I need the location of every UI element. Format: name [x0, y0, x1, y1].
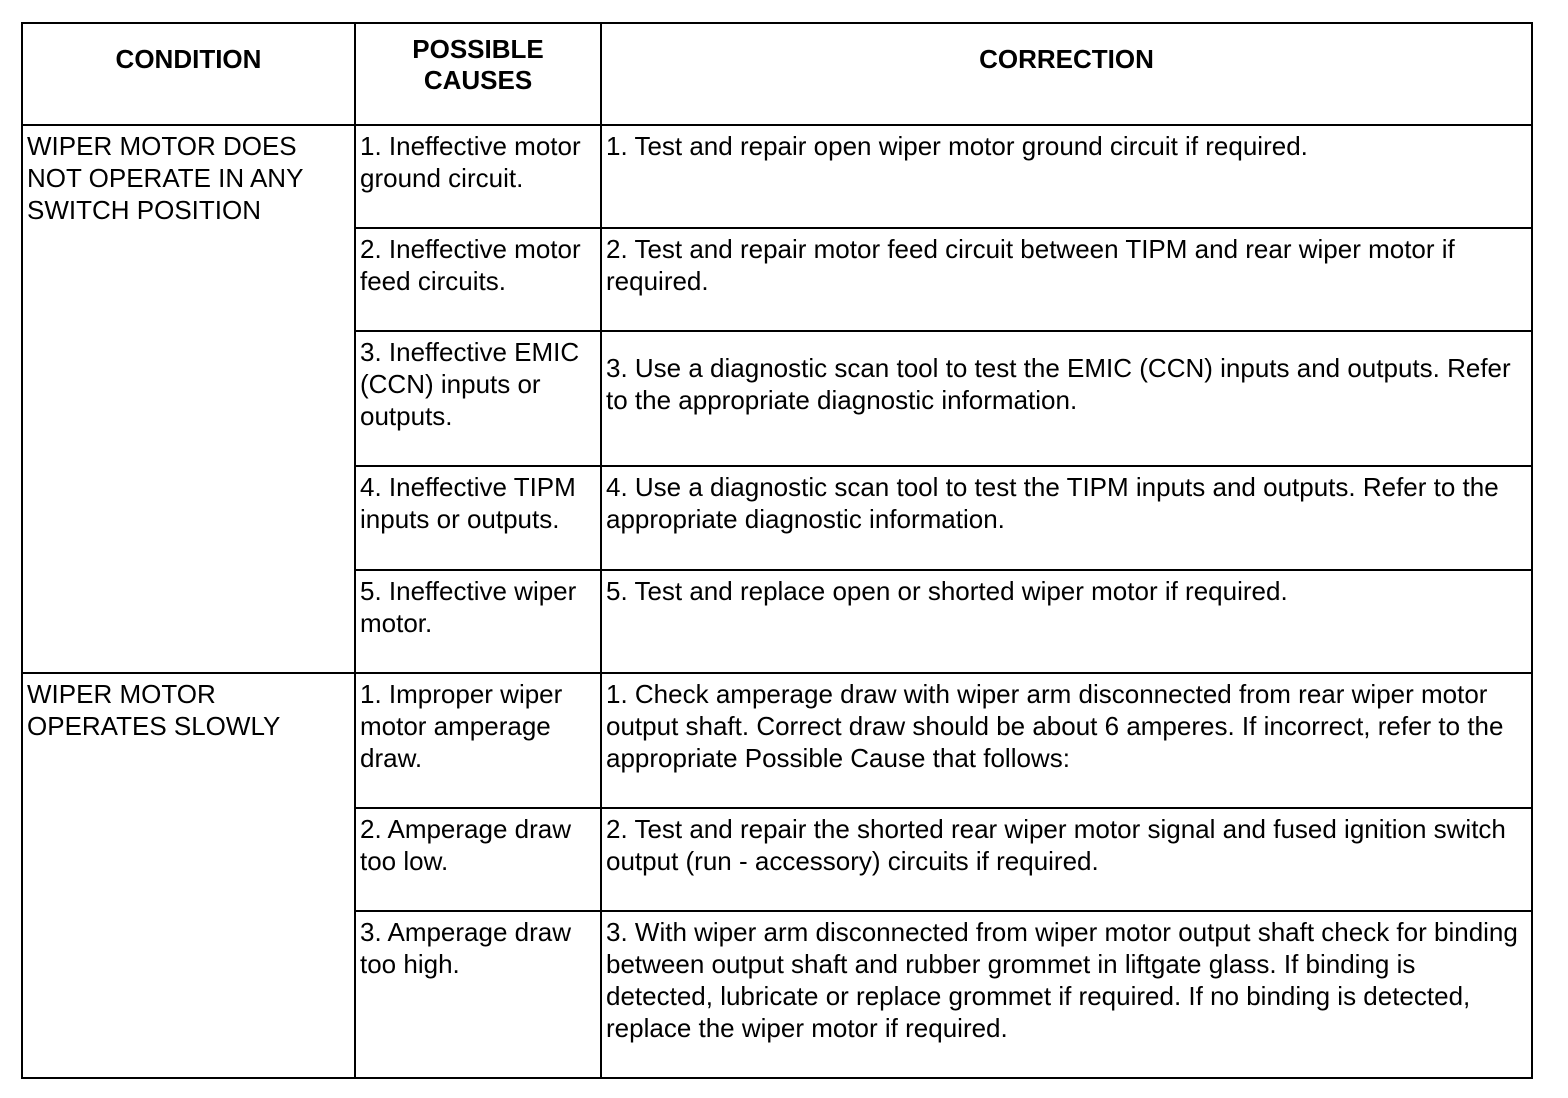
header-correction: CORRECTION — [601, 23, 1532, 125]
cause-cell: 1. Improper wiper motor amperage draw. — [355, 673, 601, 808]
header-condition: CONDITION — [22, 23, 355, 125]
cause-cell: 1. Ineffective motor ground circuit. — [355, 125, 601, 228]
table-row — [22, 125, 1532, 228]
correction-cell: 1. Test and repair open wiper motor ground circuit if required. — [601, 125, 1532, 228]
correction-cell: 3. Use a diagnostic scan tool to test the EMIC (CCN) inputs and outputs. Refer to the appropriate diagnostic information. — [601, 331, 1532, 466]
correction-cell: 2. Test and repair the shorted rear wiper motor signal and fused ignition switch output (run - accessory) circuits if required. — [601, 808, 1532, 911]
correction-cell: 1. Check amperage draw with wiper arm disconnected from rear wiper motor output shaft. Correct draw should be about 6 amperes. If incorrect, refer to the appropriate Possible Cause that follows: — [601, 673, 1532, 808]
correction-cell: 4. Use a diagnostic scan tool to test the TIPM inputs and outputs. Refer to the appropriate diagnostic information. — [601, 466, 1532, 569]
correction-cell: 2. Test and repair motor feed circuit between TIPM and rear wiper motor if required. — [601, 228, 1532, 331]
cause-cell: 2. Ineffective motor feed circuits. — [355, 228, 601, 331]
cause-cell: 5. Ineffective wiper motor. — [355, 570, 601, 673]
cause-cell: 3. Ineffective EMIC (CCN) inputs or outputs. — [355, 331, 601, 466]
correction-cell: 5. Test and replace open or shorted wiper motor if required. — [601, 570, 1532, 673]
header-row — [22, 23, 1532, 125]
header-possible-causes: POSSIBLE CAUSES — [355, 23, 601, 125]
cause-cell: 3. Amperage draw too high. — [355, 911, 601, 1078]
cause-cell: 4. Ineffective TIPM inputs or outputs. — [355, 466, 601, 569]
cause-cell: 2. Amperage draw too low. — [355, 808, 601, 911]
diagnosis-table — [21, 22, 1533, 1079]
correction-cell: 3. With wiper arm disconnected from wiper motor output shaft check for binding between output shaft and rubber grommet in liftgate glass. If binding is detected, lubricate or replace grommet if required. If no binding is detected, replace the wiper motor if required. — [601, 911, 1532, 1078]
table-row — [22, 673, 1532, 808]
condition-cell: WIPER MOTOR OPERATES SLOWLY — [22, 673, 355, 1078]
condition-cell: WIPER MOTOR DOES NOT OPERATE IN ANY SWITCH POSITION — [22, 125, 355, 673]
